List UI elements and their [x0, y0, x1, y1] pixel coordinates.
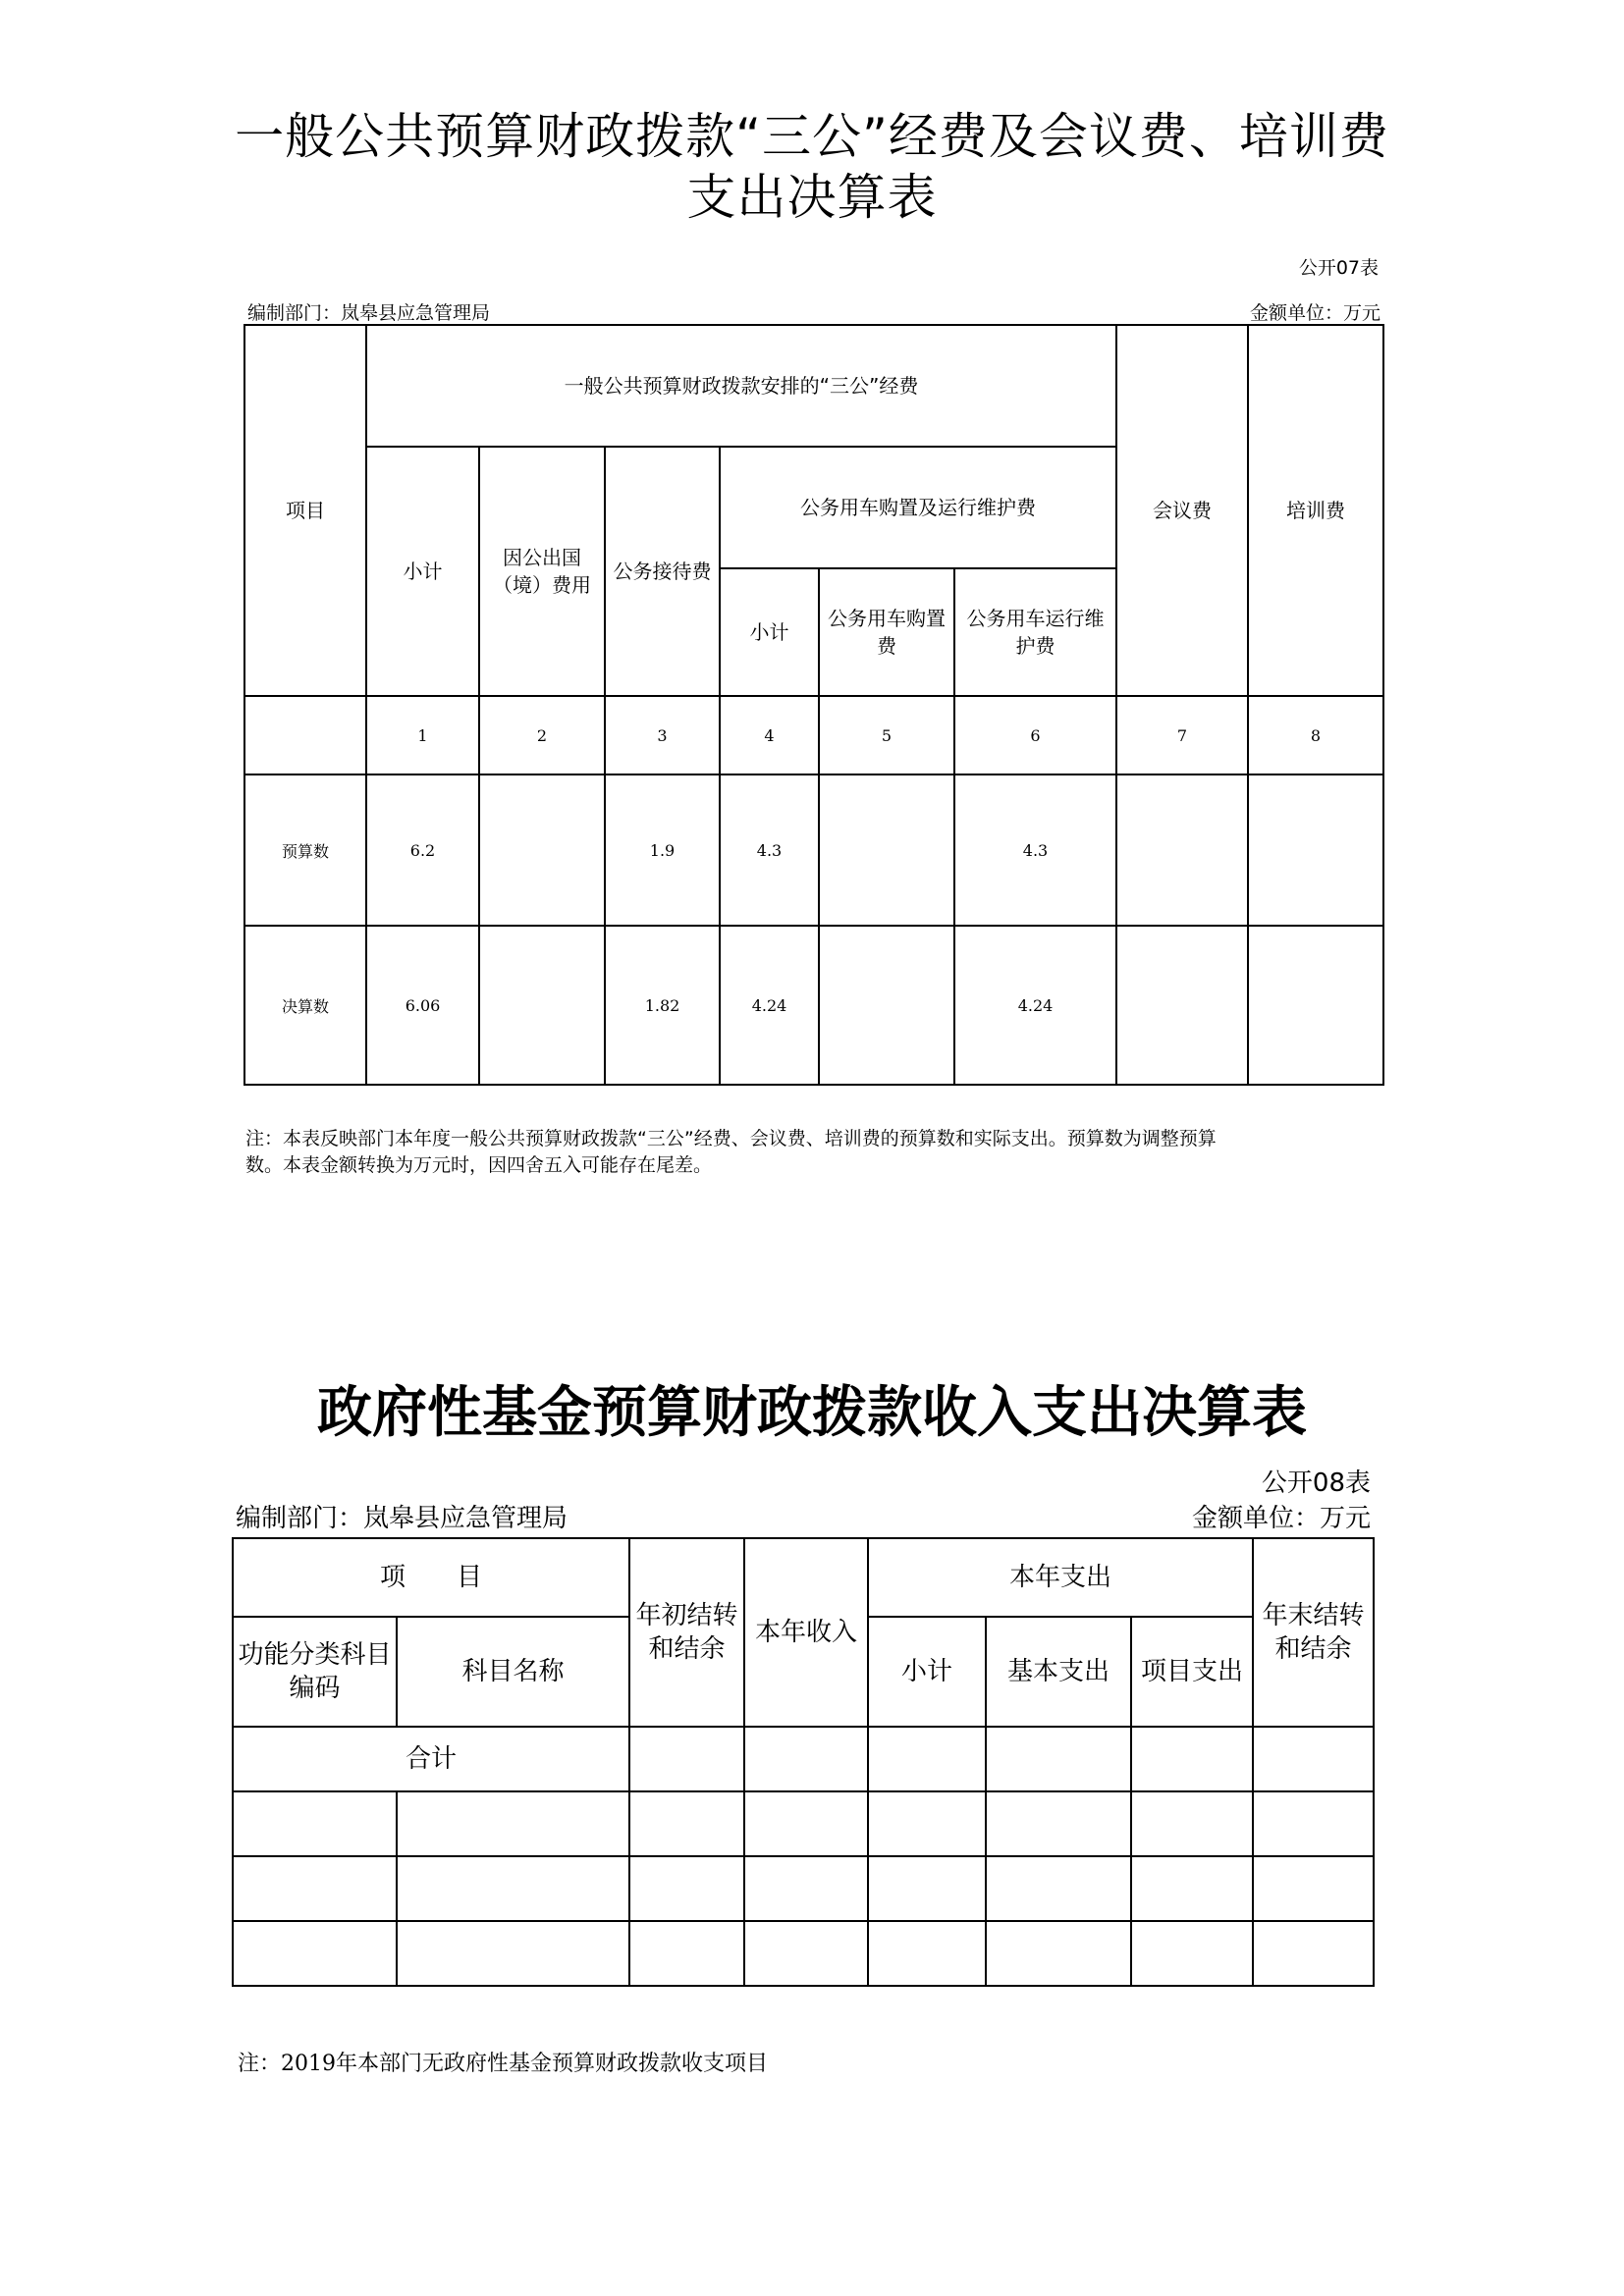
- table2-unit: 金额单位：万元: [1191, 1504, 1371, 1533]
- t2-total-label: 合计: [233, 1727, 629, 1791]
- table-row: [233, 1791, 1374, 1856]
- value-cell: 4.3: [954, 774, 1116, 926]
- colnum-cell: 2: [479, 696, 605, 774]
- table2: [232, 1537, 1375, 1987]
- table1: [244, 324, 1384, 697]
- value-cell: 4.3: [720, 774, 819, 926]
- colnum-cell: 5: [819, 696, 954, 774]
- t2-header-item: 项 目: [233, 1538, 629, 1617]
- empty-cell: [986, 1727, 1131, 1791]
- table1-title: [0, 106, 1624, 228]
- t2-header-exp-basic: 基本支出: [986, 1617, 1131, 1727]
- empty-cell: [986, 1921, 1131, 1986]
- empty-cell: [868, 1791, 986, 1856]
- colnum-cell: 6: [954, 696, 1116, 774]
- empty-cell: [629, 1856, 744, 1921]
- t2-header-begin-balance: 年初结转和结余: [629, 1538, 744, 1727]
- value-cell: 6.2: [366, 774, 479, 926]
- empty-cell: [868, 1921, 986, 1986]
- empty-cell: [744, 1791, 868, 1856]
- value-cell: 1.82: [605, 926, 720, 1085]
- table1-note-line1: 注：本表反映部门本年度一般公共预算财政拨款“三公”经费、会议费、培训费的预算数和实际支出。预算数为调整预算: [245, 1128, 1217, 1149]
- value-cell: [1248, 926, 1383, 1085]
- table2-code: 公开08表: [1261, 1468, 1371, 1498]
- table1-title-line2: 支出决算表: [686, 169, 938, 226]
- empty-cell: [1253, 1727, 1374, 1791]
- table1-code: 公开07表: [1298, 257, 1379, 279]
- table1-note-line2: 数。本表金额转换为万元时，因四舍五入可能存在尾差。: [245, 1154, 713, 1176]
- empty-cell: [233, 1921, 397, 1986]
- value-cell: 1.9: [605, 774, 720, 926]
- colnum-cell: 1: [366, 696, 479, 774]
- empty-cell: [1253, 1856, 1374, 1921]
- empty-cell: [629, 1791, 744, 1856]
- value-cell: 6.06: [366, 926, 479, 1085]
- empty-cell: [1131, 1727, 1253, 1791]
- t2-header-subject-name: 科目名称: [397, 1617, 629, 1727]
- empty-cell: [868, 1856, 986, 1921]
- empty-cell: [986, 1791, 1131, 1856]
- value-cell: [1248, 774, 1383, 926]
- table2-dept: 编制部门：岚皋县应急管理局: [236, 1504, 568, 1533]
- empty-cell: [1253, 1791, 1374, 1856]
- header-meeting: 会议费: [1116, 325, 1248, 696]
- table1-dept: 编制部门：岚皋县应急管理局: [247, 302, 491, 324]
- empty-cell: [1131, 1921, 1253, 1986]
- colnum-cell: 7: [1116, 696, 1248, 774]
- t2-header-exp-subtotal: 小计: [868, 1617, 986, 1727]
- row-label-actual: 决算数: [244, 926, 366, 1085]
- table-row: [244, 926, 1383, 1085]
- empty-cell: [629, 1921, 744, 1986]
- header-vehicle: 公务用车购置及运行维护费: [720, 447, 1116, 568]
- empty-cell: [233, 1791, 397, 1856]
- header-three-public-group: 一般公共预算财政拨款安排的“三公”经费: [366, 325, 1116, 447]
- value-cell: 4.24: [720, 926, 819, 1085]
- colnum-cell: 4: [720, 696, 819, 774]
- table2-title: 政府性基金预算财政拨款收入支出决算表: [317, 1381, 1307, 1445]
- header-reception: 公务接待费: [605, 447, 720, 696]
- colnum-blank: [244, 696, 366, 774]
- t2-header-expense: 本年支出: [868, 1538, 1253, 1617]
- colnum-cell: 3: [605, 696, 720, 774]
- empty-cell: [868, 1727, 986, 1791]
- empty-cell: [397, 1791, 629, 1856]
- empty-cell: [629, 1727, 744, 1791]
- empty-cell: [1131, 1856, 1253, 1921]
- table2-note: 注：2019年本部门无政府性基金预算财政拨款收支项目: [238, 2052, 768, 2076]
- header-training: 培训费: [1248, 325, 1383, 696]
- empty-cell: [233, 1856, 397, 1921]
- row-label-budget: 预算数: [244, 774, 366, 926]
- header-vehicle-maintenance: 公务用车运行维护费: [954, 568, 1116, 696]
- t2-header-exp-project: 项目支出: [1131, 1617, 1253, 1727]
- table1-body: [244, 695, 1384, 1086]
- header-subtotal: 小计: [366, 447, 479, 696]
- header-vehicle-subtotal: 小计: [720, 568, 819, 696]
- value-cell: [479, 926, 605, 1085]
- empty-cell: [1253, 1921, 1374, 1986]
- empty-cell: [1131, 1791, 1253, 1856]
- empty-cell: [744, 1921, 868, 1986]
- value-cell: [479, 774, 605, 926]
- empty-cell: [397, 1856, 629, 1921]
- header-item: 项目: [244, 325, 366, 696]
- header-vehicle-purchase: 公务用车购置费: [819, 568, 954, 696]
- header-abroad: 因公出国（境）费用: [479, 447, 605, 696]
- table1-note: [245, 1126, 1384, 1179]
- value-cell: [819, 926, 954, 1085]
- empty-cell: [397, 1921, 629, 1986]
- t2-header-end-balance: 年末结转和结余: [1253, 1538, 1374, 1727]
- t2-header-func-code: 功能分类科目编码: [233, 1617, 397, 1727]
- table1-unit: 金额单位：万元: [1249, 302, 1380, 324]
- empty-cell: [744, 1856, 868, 1921]
- table-row: [233, 1921, 1374, 1986]
- value-cell: [819, 774, 954, 926]
- empty-cell: [744, 1727, 868, 1791]
- value-cell: [1116, 774, 1248, 926]
- empty-cell: [986, 1856, 1131, 1921]
- value-cell: 4.24: [954, 926, 1116, 1085]
- table-row: [244, 774, 1383, 926]
- table-row: [233, 1727, 1374, 1791]
- table1-title-line1: 一般公共预算财政拨款“三公”经费及会议费、培训费: [235, 108, 1389, 165]
- colnum-cell: 8: [1248, 696, 1383, 774]
- table-row: [233, 1856, 1374, 1921]
- value-cell: [1116, 926, 1248, 1085]
- t2-header-income: 本年收入: [744, 1538, 868, 1727]
